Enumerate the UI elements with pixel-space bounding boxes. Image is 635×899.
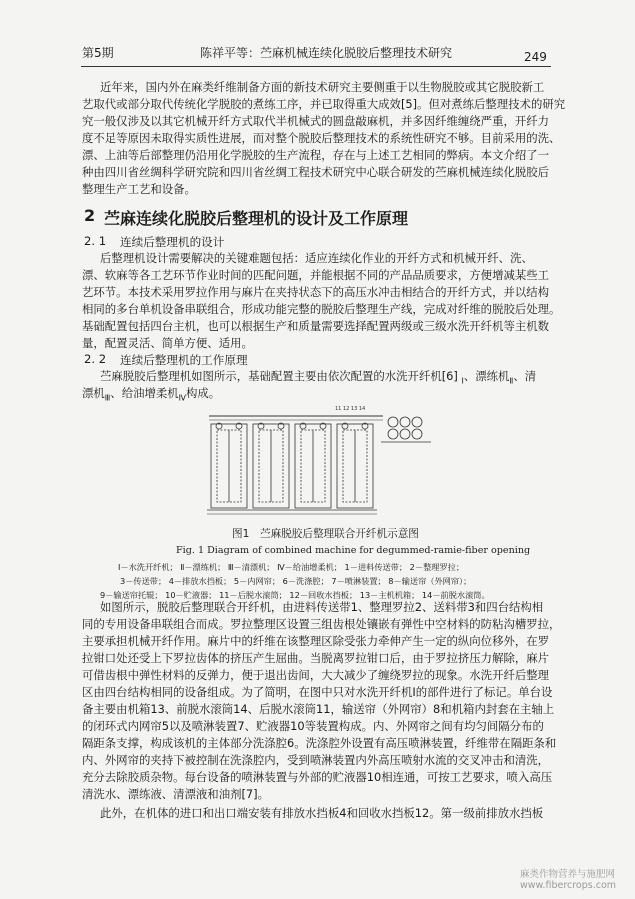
page-number: 249 — [524, 50, 547, 64]
subsection-title: 连续后整理机的设计 — [120, 235, 225, 249]
unit-1 — [211, 423, 247, 508]
roman-label: Ⅳ — [178, 393, 187, 403]
figure-legend-line: 9－输送帘托辊； 10－贮液器； 11－后脱水滚筒； 12－回收水挡板； 13－主机机箱； 14－前脱水滚筒。 — [100, 590, 490, 600]
figure-caption-en: Fig. 1 Diagram of combined machine for degummed-ramie-fiber opening — [176, 545, 531, 556]
sub21-line: 艺环节。本技术采用罗拉作用与麻片在夹持状态下的高压水冲击相结合的开纤方式，并以结构 — [82, 285, 550, 299]
sub21-line: 相同的多台单机设备串联组合，形成功能完整的脱胶后整理生产线，完成对纤维的脱胶后处理。 — [82, 302, 561, 316]
running-title: 陈祥平等：苎麻机械连续化脱胶后整理技术研究 — [200, 46, 453, 60]
watermark-url: www.fibercrops.com — [520, 880, 617, 891]
body-line: 的闭环式内网帘5以及喷淋装置7、贮液器10等装置构成。内、外网帘之间有均匀间隔分布的 — [82, 719, 544, 733]
body-line: 此外，在机体的进口和出口端安装有排放水挡板4和回收水挡板12。第一级前排放水挡板 — [100, 806, 544, 820]
body-line: 充分去除胶质杂物。每台设备的喷淋装置与外部的贮液器10相连通，可按工艺要求，喷入高压 — [82, 770, 553, 784]
body-line: 区由四台结构相同的设备组成。为了简明，在图中只对水洗开纤机I的部件进行了标记。单台设 — [82, 685, 553, 699]
figure-legend-line: 3－传送带； 4－排放水挡板； 5－内网帘； 6－洗涤腔； 7－喷淋装置； 8－输送帘（外网帘）； — [120, 576, 472, 586]
machine-diagram — [205, 402, 435, 520]
sub21-line: 后整理机设计需要解决的关键难题包括：适应连续化作业的开纤方式和机械开纤、洗、 — [100, 251, 533, 265]
sub21-line: 基础配置包括四台主机，也可以根据生产和质量需要选择配置两级或三级水洗开纤机等主机数 — [82, 319, 550, 333]
body-line: 可借齿根中弹性材料的反弹力，便于退出齿间，大大减少了缠绕罗拉的现象。水洗开纤后整理 — [82, 668, 550, 682]
sub22-text: 、漂练机 — [463, 369, 510, 383]
header-rule — [81, 66, 551, 67]
roman-label: Ⅰ — [461, 376, 464, 386]
sub22-line — [82, 385, 220, 406]
body-line: 同的专用设备串联组合而成。罗拉整理区设置三组齿根处镶嵌有弹性中空材料的防粘沟槽罗拉， — [82, 617, 561, 631]
intro-line: 度不足等原因未取得实质性进展，而对整个脱胶后整理技术的系统性研究不够。目前采用的洗、 — [82, 131, 561, 145]
intro-line: 近年来，国内外在麻类纤维制备方面的新技术研究主要侧重于以生物脱胶或其它脱胶新工 — [100, 80, 545, 94]
intro-line: 究一般仅涉及以其它机械开纤方式取代半机械式的圆盘敲麻机，并多因纤维缠绕严重，开纤力 — [82, 114, 550, 128]
sub21-line: 漂、软麻等各工艺环节作业时间的匹配问题，并能根据不同的产品品质要求，方便增减某些工 — [82, 268, 550, 282]
subsection-number: 2. 2 — [84, 352, 107, 366]
sub22-text: 漂机 — [82, 386, 105, 400]
watermark-title: 麻类作物营养与施肥网 — [520, 869, 616, 880]
body-line: 内、外网帘的夹持下被控制在洗涤腔内，受到喷淋装置内外高压喷射水流的交叉冲击和清洗， — [82, 753, 550, 767]
sub22-text: 苎麻脱胶后整理机如图所示，基础配置主要由依次配置的水洗开纤机[6] — [100, 369, 458, 383]
unit-4 — [337, 423, 373, 508]
intro-line: 整理生产工艺和设备。 — [82, 182, 196, 196]
body-line: 备主要由机箱13、前脱水滚筒14、后脱水滚筒11，输送帘（外网帘）8和机箱内封套在主轴上 — [82, 702, 555, 716]
section-number: 2 — [84, 206, 96, 225]
unit-2 — [253, 423, 289, 508]
body-line: 隔距条支撑，构成该机的主体部分洗涤腔6。洗涤腔外设置有高压喷淋装置，纤维带在隔距条和 — [82, 736, 557, 750]
figure-legend-line: Ⅰ－水洗开纤机； Ⅱ－漂练机； Ⅲ－清漂机； Ⅳ－给油增柔机； 1－进料传送带； 2－整理罗拉； — [118, 562, 465, 572]
intro-line: 种由四川省丝绸科学研究院和四川省丝绸工程技术研究中心联合研发的苎麻机械连续化脱胶后 — [82, 165, 550, 179]
sub22-text: 、给油增柔机 — [110, 386, 179, 400]
issue-number: 第5期 — [82, 46, 114, 60]
body-line: 主要承担机械开纤作用。麻片中的纤维在该整理区除受张力牵伸产生一定的纵向位移外，在罗 — [82, 634, 550, 648]
intro-line: 艺取代或部分取代传统化学脱胶的煮练工序，并已取得重大成效[5]。但对煮练后整理技术的研究 — [82, 97, 566, 111]
subsection-number: 2. 1 — [84, 234, 107, 248]
body-line: 拉钳口处还受上下罗拉齿体的挤压产生屈曲。当脱离罗拉钳口后，由于罗拉挤压力解除，麻片 — [82, 651, 550, 665]
sub22-text: 构成。 — [186, 386, 221, 400]
section-title: 苎麻连续化脱胶后整理机的设计及工作原理 — [104, 209, 409, 228]
unit-3 — [295, 423, 331, 508]
sub21-line: 量，配置灵活、简单方便、适用。 — [82, 336, 253, 350]
body-line: 如图所示，脱胶后整理联合开纤机，由进料传送带1、整理罗拉2、送料带3和四台结构相 — [100, 600, 544, 614]
body-line: 清洗水、漂练液、清漂液和油剂[7]。 — [82, 787, 269, 801]
figure-caption-zh-number: 图1 — [232, 528, 250, 540]
roman-label: Ⅱ — [509, 376, 514, 386]
figure-caption-zh: 苎麻脱胶后整理联合开纤机示意图 — [260, 528, 419, 540]
intro-line: 漂、上油等后部整理仍沿用化学脱胶的生产流程，存在与上述工艺相同的弊病。本文介绍了一 — [82, 148, 550, 162]
roman-label: Ⅲ — [104, 393, 111, 403]
sub22-text: 、清 — [513, 369, 537, 383]
diagram-labels: 11 12 13 14 — [335, 406, 366, 412]
subsection-title: 连续后整理机的工作原理 — [120, 353, 248, 367]
